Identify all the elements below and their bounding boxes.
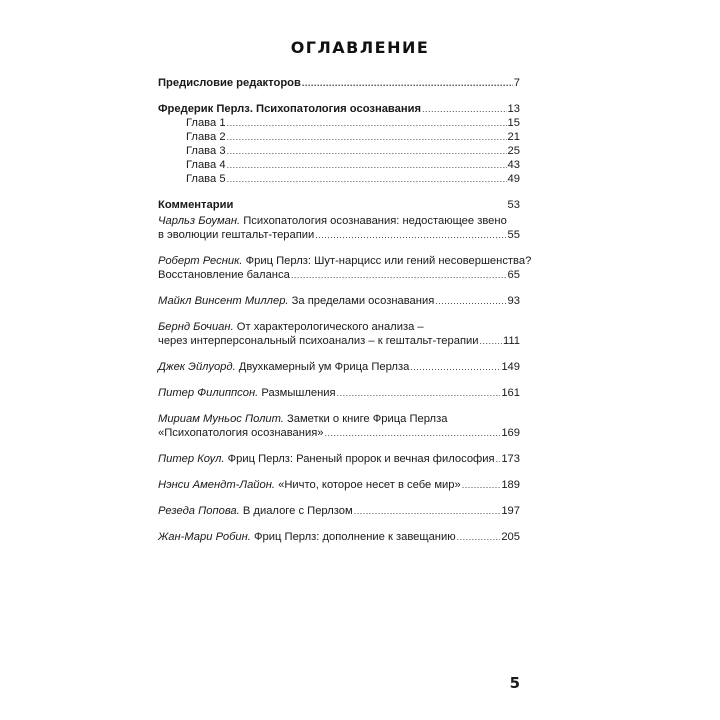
toc-entry-row — [158, 268, 520, 282]
toc-entry-label — [158, 386, 336, 400]
toc-entry-label — [158, 228, 314, 242]
toc-entry-page: 53 — [507, 199, 520, 211]
entry-title-cont: Восстановление баланса — [158, 269, 290, 281]
toc-entry-page: 161 — [501, 387, 520, 399]
entry-author: Нэнси Амендт-Лайон. — [158, 479, 275, 491]
entry-line — [158, 254, 532, 268]
toc-entry-page: 169 — [501, 427, 520, 439]
toc-entry-label: Глава 3 — [186, 145, 226, 157]
toc-entry-page: 7 — [513, 77, 520, 89]
dot-leader — [291, 268, 507, 282]
toc-entry-label: Фредерик Перлз. Психопатология осознавания — [158, 103, 422, 115]
comment-entry[interactable] — [158, 214, 520, 242]
toc-entry-page: 21 — [507, 131, 520, 143]
comment-entry[interactable] — [158, 530, 520, 544]
toc-entry-page: 205 — [501, 531, 520, 543]
entry-title-cont: в эволюции гештальт-терапии — [158, 229, 315, 241]
toc-entry-label — [158, 268, 290, 282]
toc-entry-page: 13 — [507, 103, 520, 115]
entry-title: В диалоге с Перлзом — [239, 505, 353, 517]
comment-entry[interactable] — [158, 504, 520, 518]
entry-line — [158, 412, 520, 426]
comment-entry[interactable] — [158, 478, 520, 492]
toc-entry-label — [158, 426, 324, 440]
entry-line — [158, 214, 520, 228]
dot-leader — [227, 116, 507, 130]
toc-entry-row — [158, 334, 520, 348]
toc-entry-label — [158, 530, 456, 544]
toc-entry-chapter-5[interactable] — [158, 172, 520, 186]
toc-entry-page: 25 — [507, 145, 520, 157]
entry-title: «Ничто, которое несет в себе мир» — [275, 479, 461, 491]
entry-author: Роберт Ресник. — [158, 255, 243, 267]
toc-entry-page: 55 — [507, 229, 520, 241]
dot-leader — [325, 426, 501, 440]
toc-entry-label: Глава 2 — [186, 131, 226, 143]
toc-entry-page: 173 — [501, 453, 520, 465]
entry-title: Фриц Перлз: Раненый пророк и вечная философия — [224, 453, 495, 465]
toc-entry-label: Глава 1 — [186, 117, 226, 129]
toc-entry-label: Глава 4 — [186, 159, 226, 171]
dot-leader — [302, 76, 513, 90]
entry-title: Фриц Перлз: Шут-нарцисс или гений несовершенства? — [242, 255, 532, 267]
toc-entry-row — [158, 360, 520, 374]
toc-entry-page: 49 — [507, 173, 520, 185]
dot-leader — [422, 102, 507, 116]
comment-entry[interactable] — [158, 412, 520, 440]
entry-title: Размышления — [258, 387, 336, 399]
toc-entry-row — [158, 504, 520, 518]
dot-leader — [337, 386, 501, 400]
comment-entries — [158, 214, 532, 544]
toc-entry-page: 189 — [501, 479, 520, 491]
page-number: 5 — [509, 674, 520, 692]
toc-entry-page: 15 — [507, 117, 520, 129]
entry-author: Чарльз Боуман. — [158, 215, 241, 227]
dot-leader — [354, 504, 501, 518]
comment-entry[interactable] — [158, 254, 532, 282]
comment-entry[interactable] — [158, 452, 520, 466]
toc-entry-label — [158, 334, 479, 348]
dot-leader — [315, 228, 506, 242]
toc-group-comments — [158, 198, 532, 544]
toc-entry-row — [158, 386, 520, 400]
toc-entry-label: Комментарии — [158, 199, 234, 211]
entry-title: Психопатология осознавания: недостающее звено — [240, 215, 507, 227]
toc-entry-chapter-3[interactable] — [158, 144, 520, 158]
toc-entry-preface[interactable] — [158, 76, 520, 90]
toc-entry-label: Предисловие редакторов — [158, 77, 301, 89]
toc-entry-page: 65 — [507, 269, 520, 281]
toc-entry-row — [158, 426, 520, 440]
dot-leader — [435, 294, 506, 308]
entry-author: Бернд Бочиан. — [158, 321, 234, 333]
dot-leader — [227, 130, 507, 144]
toc-entry-row — [158, 452, 520, 466]
comment-entry[interactable] — [158, 294, 520, 308]
toc-entry-label — [158, 360, 409, 374]
entry-title: Заметки о книге Фрица Перлза — [283, 413, 448, 425]
entry-author: Мириам Муньос Полит. — [158, 413, 284, 425]
toc-entry-label — [158, 504, 353, 518]
dot-leader — [496, 452, 501, 466]
entry-author: Майкл Винсент Миллер. — [158, 295, 289, 307]
dot-leader — [457, 530, 501, 544]
toc-entry-page: 93 — [507, 295, 520, 307]
entry-title: Фриц Перлз: дополнение к завещанию — [250, 531, 456, 543]
entry-title-cont: «Психопатология осознавания» — [158, 427, 324, 439]
entry-line — [158, 320, 520, 334]
comment-entry[interactable] — [158, 320, 520, 348]
toc-group-main — [158, 102, 520, 186]
toc-entry-chapter-2[interactable] — [158, 130, 520, 144]
toc-entry-row — [158, 530, 520, 544]
toc-entry-label — [158, 294, 434, 308]
toc-group-preface — [158, 76, 520, 90]
comment-entry[interactable] — [158, 360, 520, 374]
toc-entry-page: 149 — [501, 361, 520, 373]
dot-leader — [227, 172, 507, 186]
entry-title: От характерологического анализа – — [233, 321, 424, 333]
entry-author: Питер Коул. — [158, 453, 225, 465]
entry-title: Двухкамерный ум Фрица Перлза — [235, 361, 410, 373]
entry-title-cont: через интерперсональный психоанализ – к гештальт-терапии — [158, 335, 479, 347]
page-title: ОГЛАВЛЕНИЕ — [290, 38, 430, 57]
toc-entry-label — [158, 478, 461, 492]
entry-author: Резеда Попова. — [158, 505, 240, 517]
toc-entry-page: 111 — [502, 335, 520, 347]
entry-title: За пределами осознавания — [288, 295, 435, 307]
toc-entry-page: 197 — [501, 505, 520, 517]
entry-author: Жан-Мари Робин. — [158, 531, 251, 543]
toc-entry-row — [158, 228, 520, 242]
dot-leader — [227, 144, 507, 158]
toc-entry-chapter-4[interactable] — [158, 158, 520, 172]
toc-entry-chapter-1[interactable] — [158, 116, 520, 130]
table-of-contents — [158, 76, 532, 556]
toc-entry-label: Глава 5 — [186, 173, 226, 185]
toc-entry-page: 43 — [507, 159, 520, 171]
comment-entry[interactable] — [158, 386, 520, 400]
dot-leader — [462, 478, 501, 492]
dot-leader — [480, 334, 502, 348]
toc-entry-comments[interactable] — [158, 198, 520, 212]
dot-leader — [227, 158, 507, 172]
toc-entry-main[interactable] — [158, 102, 520, 116]
toc-entry-row — [158, 478, 520, 492]
dot-leader — [410, 360, 500, 374]
toc-entry-label — [158, 452, 495, 466]
entry-author: Джек Эйлуорд. — [158, 361, 236, 373]
entry-author: Питер Филиппсон. — [158, 387, 259, 399]
toc-entry-row — [158, 294, 520, 308]
